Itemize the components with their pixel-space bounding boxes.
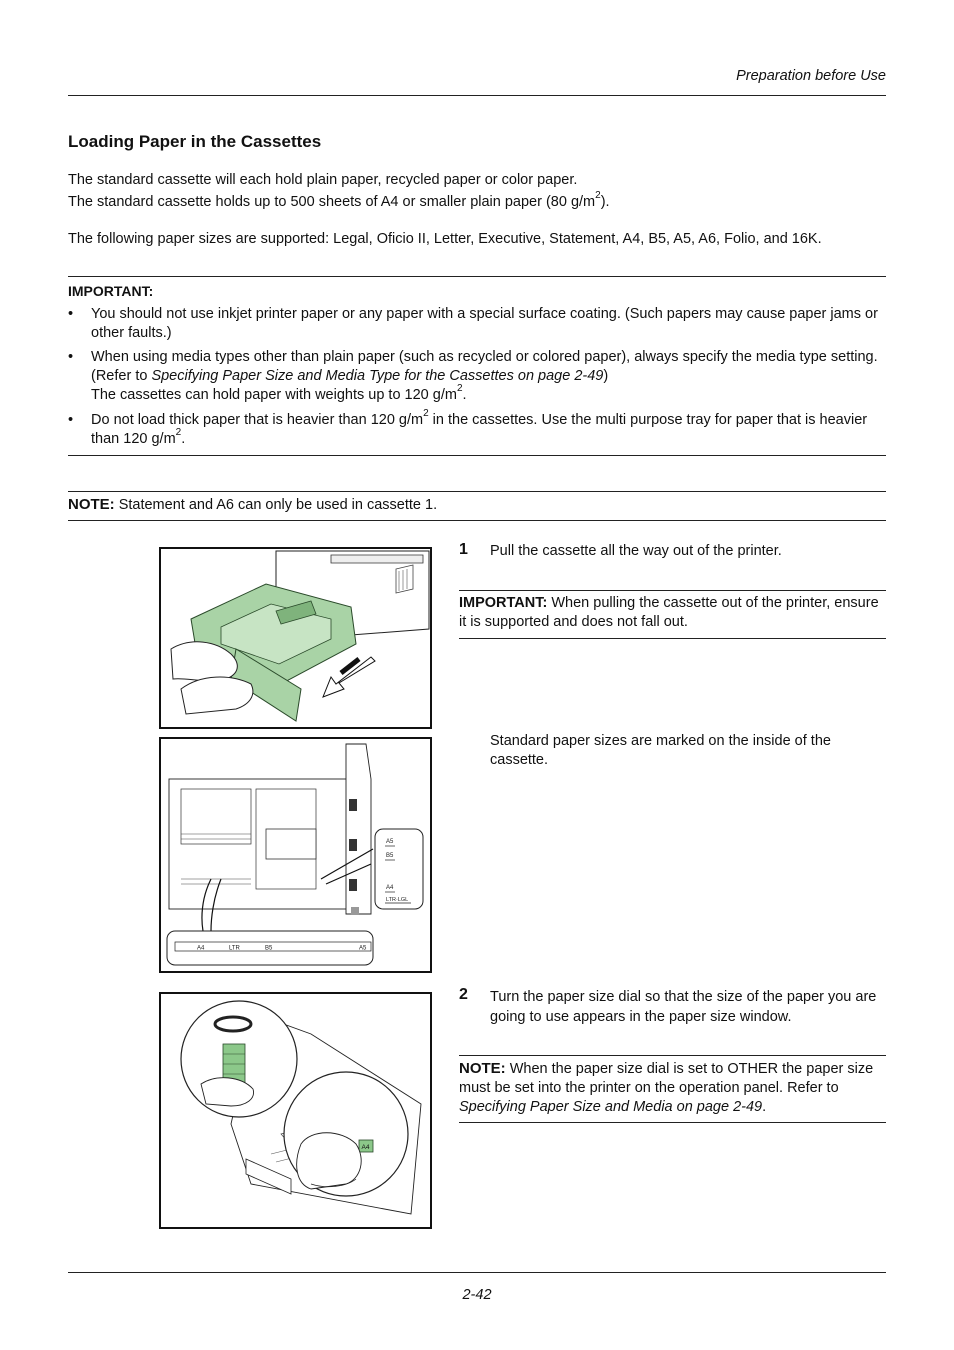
important-top-rule bbox=[68, 276, 886, 277]
step-1-number: 1 bbox=[459, 541, 468, 558]
important-bullet-3: • Do not load thick paper that is heavier than 120 $g/m^2$ in the cassettes. Use the multi purpose tray for paper that is heavier than 120 $g/m^2$. bbox=[68, 408, 868, 447]
footer-rule bbox=[68, 1272, 886, 1273]
intro-line-1: The standard cassette will each hold plain paper, recycled paper or color paper. bbox=[68, 172, 578, 188]
label-ltr-lgl: LTR·LGL bbox=[386, 897, 409, 903]
strip-ltr: LTR bbox=[229, 945, 240, 952]
step-1-important-top-rule bbox=[459, 590, 886, 591]
step-2-note: NOTE: When the paper size dial is set to OTHER the paper size must be set into the printer on the operation panel. Refer to Specifying Paper Size and Media on page 2-49. bbox=[459, 1060, 874, 1115]
important-label: IMPORTANT: bbox=[68, 283, 154, 299]
page-number: 2-42 bbox=[462, 1287, 492, 1303]
running-header: Preparation before Use bbox=[736, 68, 886, 84]
figure-size-markings bbox=[159, 737, 432, 973]
note-bottom-rule bbox=[68, 520, 886, 521]
cross-reference: Specifying Paper Size and Media on page 2-49 bbox=[459, 1099, 763, 1115]
header-rule bbox=[68, 95, 886, 96]
strip-a4: A4 bbox=[197, 945, 205, 952]
note-statement-a6: NOTE: Statement and A6 can only be used in cassette 1. bbox=[68, 496, 438, 513]
section-title: Loading Paper in the Cassettes bbox=[68, 132, 322, 151]
bullet-glyph: • bbox=[68, 349, 74, 365]
label-b5: B5 bbox=[386, 853, 394, 859]
intro-line-2: The standard cassette holds up to 500 sheets of A4 or smaller plain paper (80 $g/m^2$). bbox=[68, 190, 610, 210]
step-1-text: Pull the cassette all the way out of the printer. bbox=[490, 543, 782, 559]
note-top-rule bbox=[68, 491, 886, 492]
figure-pull-cassette bbox=[159, 547, 432, 729]
important-bullet-1: • You should not use inkjet printer paper or any paper with a special surface coating. (Such papers may cause paper jams or other faults.) bbox=[68, 306, 878, 341]
cassette-markings-illustration bbox=[161, 739, 430, 971]
step-1-important-bottom-rule bbox=[459, 638, 886, 639]
step-2-note-top-rule bbox=[459, 1055, 886, 1056]
step-2-text: Turn the paper size dial so that the size of the paper you are going to use appears in the paper size window. bbox=[490, 989, 877, 1025]
figure-paper-size-dial bbox=[159, 992, 432, 1229]
bullet-glyph: • bbox=[68, 306, 74, 322]
important-bullet-2: • When using media types other than plain paper (such as recycled or colored paper), always specify the media type setting. (Refer to Specifying Paper Size and Media Type for the Cassettes on page 2-49) The cassettes can hold paper with weights up to 120 $g/m^2$. bbox=[68, 349, 878, 403]
window-label-a4: A4 bbox=[361, 1144, 370, 1151]
strip-b5: B5 bbox=[265, 945, 273, 952]
bullet-glyph: • bbox=[68, 412, 74, 428]
step-2-note-bottom-rule bbox=[459, 1122, 886, 1123]
label-a5: A5 bbox=[386, 839, 394, 845]
strip-a5: A5 bbox=[359, 945, 367, 952]
size-markings-text: Standard paper sizes are marked on the inside of the cassette. bbox=[490, 733, 831, 768]
label-a4: A4 bbox=[386, 885, 394, 891]
supported-sizes: The following paper sizes are supported: Legal, Oficio II, Letter, Executive, Statement, A4, B5, A5, A6, Folio, and 16K. bbox=[68, 231, 822, 247]
dial-illustration bbox=[161, 994, 430, 1227]
important-bottom-rule bbox=[68, 455, 886, 456]
step-1-important: IMPORTANT: When pulling the cassette out of the printer, ensure it is supported and does not fall out. bbox=[459, 595, 879, 630]
cassette-pull-illustration bbox=[161, 549, 430, 727]
cross-reference: Specifying Paper Size and Media Type for the Cassettes on page 2-49 bbox=[151, 368, 604, 384]
step-2-number: 2 bbox=[459, 986, 468, 1003]
